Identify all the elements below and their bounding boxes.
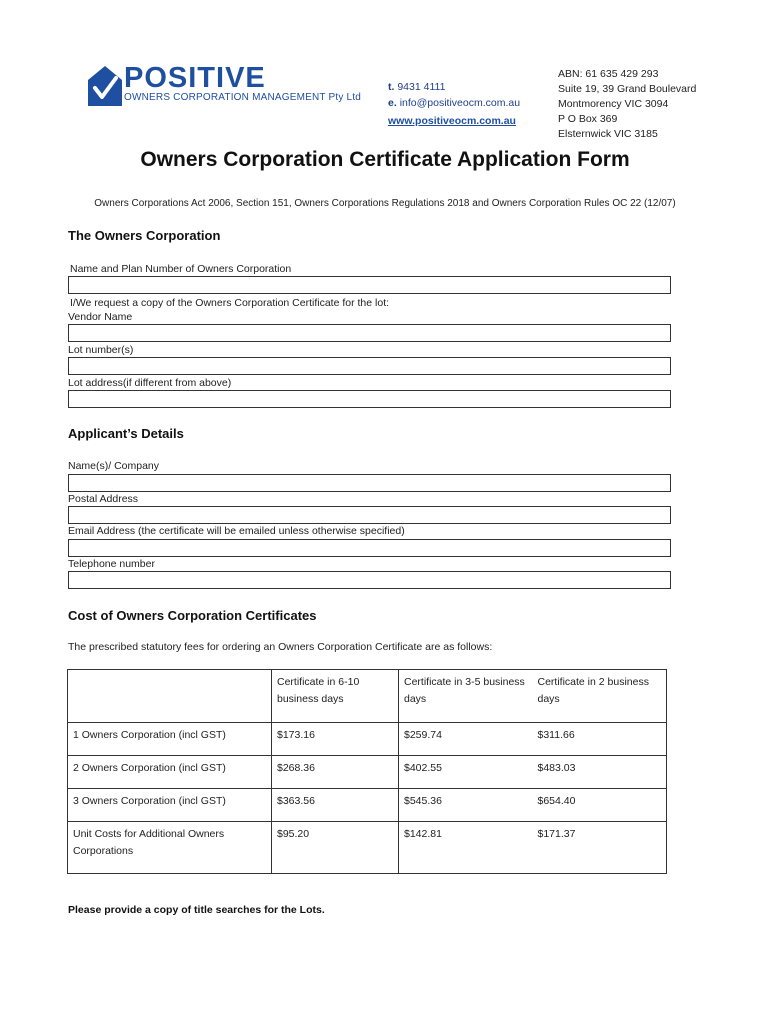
fee-cell: $95.20 [272, 822, 399, 874]
name-plan-field[interactable] [68, 276, 671, 294]
applicant-names-field[interactable] [68, 474, 671, 492]
lot-numbers-field[interactable] [68, 357, 671, 375]
website-link[interactable]: www.positiveocm.com.au [388, 115, 516, 127]
vendor-name-field[interactable] [68, 324, 671, 342]
table-row [68, 789, 667, 822]
table-header-cell: Certificate in 3-5 business days [399, 670, 533, 723]
telephone-label: Telephone number [68, 558, 155, 570]
vendor-name-label: Vendor Name [68, 311, 133, 323]
contact-email[interactable]: e. info@positiveocm.com.au [388, 97, 521, 109]
fee-cell: $173.16 [272, 723, 399, 756]
address-line-pobox-suburb: Elsternwick VIC 3185 [558, 128, 658, 140]
fee-cell: $545.36 [399, 789, 533, 822]
address-line-abn: ABN: 61 635 429 293 [558, 68, 659, 80]
address-line-pobox: P O Box 369 [558, 113, 618, 125]
lot-numbers-label: Lot number(s) [68, 344, 134, 356]
row-label: Unit Costs for Additional Owners Corporations [68, 822, 272, 874]
email-address-label: Email Address (the certificate will be emailed unless otherwise specified) [68, 525, 405, 537]
table-header-cell [68, 670, 272, 723]
fee-cell: $654.40 [533, 789, 667, 822]
lot-address-label: Lot address(if different from above) [68, 377, 232, 389]
name-plan-label: Name and Plan Number of Owners Corporation [70, 263, 292, 275]
postal-address-label: Postal Address [68, 493, 139, 505]
table-header-cell: Certificate in 2 business days [533, 670, 667, 723]
request-text: I/We request a copy of the Owners Corporation Certificate for the lot: [70, 297, 390, 309]
fees-table [67, 669, 667, 874]
fee-cell: $142.81 [399, 822, 533, 874]
contact-phone: t. 9431 4111 [388, 81, 446, 93]
logo-subtitle: OWNERS CORPORATION MANAGEMENT Pty Ltd [124, 92, 362, 103]
page-subtitle: Owners Corporations Act 2006, Section 151, Owners Corporations Regulations 2018 and Owners Corporation Rules OC 22 (12/07) [94, 198, 676, 209]
table-row [68, 723, 667, 756]
costs-intro: The prescribed statutory fees for ordering an Owners Corporation Certificate are as follows: [68, 641, 493, 653]
telephone-field[interactable] [68, 571, 671, 589]
fee-cell: $171.37 [533, 822, 667, 874]
lot-address-field[interactable] [68, 390, 671, 408]
logo-house-check-icon [88, 66, 122, 106]
section-heading-owners-corporation: The Owners Corporation [68, 228, 221, 243]
fee-cell: $268.36 [272, 756, 399, 789]
fee-cell: $259.74 [399, 723, 533, 756]
fee-cell: $483.03 [533, 756, 667, 789]
table-header-row [68, 670, 667, 723]
title-search-note: Please provide a copy of title searches for the Lots. [68, 904, 325, 916]
section-heading-costs: Cost of Owners Corporation Certificates [68, 608, 317, 623]
section-heading-applicant: Applicant’s Details [68, 426, 184, 441]
fee-cell: $363.56 [272, 789, 399, 822]
address-line-street: Suite 19, 39 Grand Boulevard [558, 83, 697, 95]
postal-address-field[interactable] [68, 506, 671, 524]
row-label: 1 Owners Corporation (incl GST) [68, 723, 272, 756]
address-line-suburb: Montmorency VIC 3094 [558, 98, 669, 110]
table-row [68, 756, 667, 789]
page-title: Owners Corporation Certificate Application Form [140, 148, 630, 171]
table-header-cell: Certificate in 6-10 business days [272, 670, 399, 723]
table-row [68, 822, 667, 874]
fee-cell: $311.66 [533, 723, 667, 756]
logo-wordmark: POSITIVE [124, 62, 266, 94]
row-label: 3 Owners Corporation (incl GST) [68, 789, 272, 822]
row-label: 2 Owners Corporation (incl GST) [68, 756, 272, 789]
applicant-names-label: Name(s)/ Company [68, 460, 160, 472]
email-address-field[interactable] [68, 539, 671, 557]
fee-cell: $402.55 [399, 756, 533, 789]
